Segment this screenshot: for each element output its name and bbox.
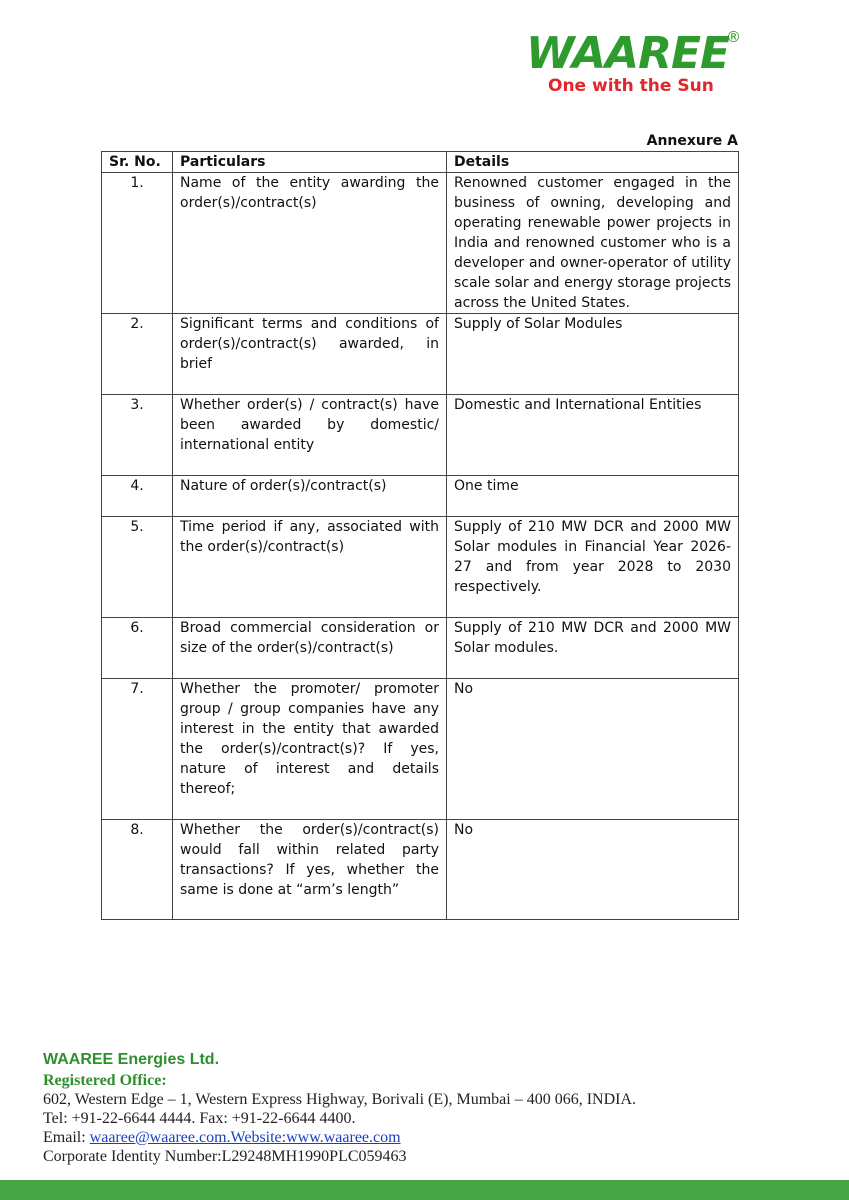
header-particulars: Particulars bbox=[173, 152, 447, 173]
cell-particulars: Nature of order(s)/contract(s) bbox=[173, 476, 447, 517]
cell-sr-no: 4. bbox=[102, 476, 173, 517]
table-row bbox=[102, 476, 739, 517]
cell-particulars: Broad commercial consideration or size of the order(s)/contract(s) bbox=[173, 618, 447, 679]
header-sr-no: Sr. No. bbox=[102, 152, 173, 173]
cell-sr-no: 6. bbox=[102, 618, 173, 679]
cell-details: Supply of 210 MW DCR and 2000 MW Solar modules in Financial Year 2026-27 and from year 2028 to 2030 respectively. bbox=[447, 517, 739, 618]
cell-particulars: Whether the promoter/ promoter group / group companies have any interest in the entity that awarded the order(s)/contract(s)? If yes, nature of interest and details thereof; bbox=[173, 679, 447, 820]
disclosure-table bbox=[101, 151, 739, 920]
cell-sr-no: 8. bbox=[102, 820, 173, 920]
table-row bbox=[102, 173, 739, 314]
annexure-label: Annexure A bbox=[646, 133, 738, 149]
footer-email-link[interactable]: waaree@waaree.com.Website:www.waaree.com bbox=[89, 1129, 401, 1146]
cell-sr-no: 5. bbox=[102, 517, 173, 618]
footer-cin: Corporate Identity Number:L29248MH1990PLC059463 bbox=[43, 1148, 407, 1165]
table-row bbox=[102, 618, 739, 679]
header-details: Details bbox=[447, 152, 739, 173]
table-row bbox=[102, 395, 739, 476]
cell-particulars: Time period if any, associated with the order(s)/contract(s) bbox=[173, 517, 447, 618]
footer-email-line bbox=[43, 1128, 803, 1147]
cell-details: No bbox=[447, 679, 739, 820]
logo-brand-text: WAAREE bbox=[526, 28, 730, 79]
cell-particulars: Significant terms and conditions of order(s)/contract(s) awarded, in brief bbox=[173, 314, 447, 395]
letterhead-footer bbox=[43, 1049, 803, 1166]
cell-sr-no: 7. bbox=[102, 679, 173, 820]
cell-particulars: Whether the order(s)/contract(s) would fall within related party transactions? If yes, whether the same is done at “arm’s length” bbox=[173, 820, 447, 920]
footer-green-bar bbox=[0, 1180, 849, 1200]
table-row bbox=[102, 517, 739, 618]
footer-registered-office-label: Registered Office: bbox=[43, 1072, 167, 1089]
table-row bbox=[102, 679, 739, 820]
cell-sr-no: 3. bbox=[102, 395, 173, 476]
logo-registered-mark: ® bbox=[726, 28, 741, 46]
cell-sr-no: 1. bbox=[102, 173, 173, 314]
cell-details: Supply of 210 MW DCR and 2000 MW Solar modules. bbox=[447, 618, 739, 679]
cell-particulars: Name of the entity awarding the order(s)/contract(s) bbox=[173, 173, 447, 314]
cell-details: No bbox=[447, 820, 739, 920]
cell-details: Domestic and International Entities bbox=[447, 395, 739, 476]
logo-tagline: One with the Sun bbox=[548, 76, 714, 96]
cell-details: Renowned customer engaged in the business of owning, developing and operating renewable power projects in India and renowned customer who is a developer and owner-operator of utility scale solar and energy storage projects across the United States. bbox=[447, 173, 739, 314]
table-header-row bbox=[102, 152, 739, 173]
footer-address: 602, Western Edge – 1, Western Express Highway, Borivali (E), Mumbai – 400 066, INDIA. bbox=[43, 1091, 637, 1108]
footer-tel-fax: Tel: +91-22-6644 4444. Fax: +91-22-6644 4400. bbox=[43, 1110, 356, 1127]
cell-sr-no: 2. bbox=[102, 314, 173, 395]
table-row bbox=[102, 820, 739, 920]
footer-email-label: Email: bbox=[43, 1129, 90, 1146]
cell-details: Supply of Solar Modules bbox=[447, 314, 739, 395]
cell-particulars: Whether order(s) / contract(s) have been awarded by domestic/ international entity bbox=[173, 395, 447, 476]
waaree-logo bbox=[526, 28, 744, 100]
table-row bbox=[102, 314, 739, 395]
cell-details: One time bbox=[447, 476, 739, 517]
footer-company-name: WAAREE Energies Ltd. bbox=[43, 1051, 220, 1068]
